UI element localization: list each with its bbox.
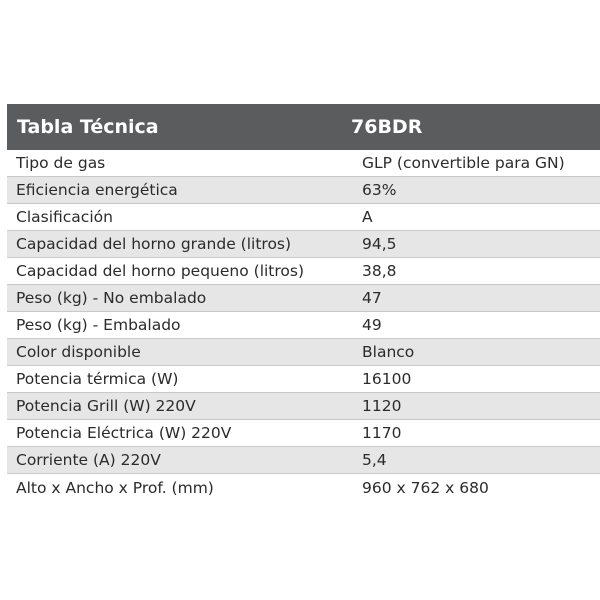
row-label: Color disponible <box>16 343 141 361</box>
table-row <box>7 366 600 393</box>
row-value: 16100 <box>362 370 412 388</box>
spec-table-body <box>7 150 600 501</box>
header-title: Tabla Técnica <box>17 116 159 138</box>
row-label: Potencia Grill (W) 220V <box>16 397 196 415</box>
row-label: Peso (kg) - No embalado <box>16 289 207 307</box>
row-label: Alto x Ancho x Prof. (mm) <box>16 478 214 497</box>
row-label: Corriente (A) 220V <box>16 451 161 469</box>
row-value: 1120 <box>362 397 402 415</box>
table-row <box>7 204 600 231</box>
header-model: 76BDR <box>351 116 423 138</box>
row-value: A <box>362 208 373 226</box>
spec-table <box>7 104 600 501</box>
row-label: Eficiencia energética <box>16 181 178 199</box>
row-value: Blanco <box>362 343 415 361</box>
table-row <box>7 150 600 177</box>
row-value: GLP (convertible para GN) <box>362 154 565 172</box>
row-label: Tipo de gas <box>16 154 106 172</box>
row-label: Clasificación <box>16 208 113 226</box>
table-row <box>7 177 600 204</box>
row-value: 49 <box>362 316 382 334</box>
row-value: 960 x 762 x 680 <box>362 478 489 497</box>
row-value: 94,5 <box>362 235 397 253</box>
spec-table-header <box>7 104 600 150</box>
table-row <box>7 447 600 474</box>
row-value: 1170 <box>362 424 402 442</box>
table-row <box>7 420 600 447</box>
row-label: Capacidad del horno grande (litros) <box>16 235 292 253</box>
row-label: Potencia térmica (W) <box>16 370 179 388</box>
row-label: Capacidad del horno pequeno (litros) <box>16 262 305 280</box>
row-value: 63% <box>362 181 397 199</box>
table-row <box>7 474 600 501</box>
table-row <box>7 393 600 420</box>
row-value: 38,8 <box>362 262 397 280</box>
table-row <box>7 285 600 312</box>
table-row <box>7 339 600 366</box>
table-row <box>7 258 600 285</box>
table-row <box>7 231 600 258</box>
row-value: 47 <box>362 289 382 307</box>
table-row <box>7 312 600 339</box>
row-label: Peso (kg) - Embalado <box>16 316 181 334</box>
row-label: Potencia Eléctrica (W) 220V <box>16 424 232 442</box>
row-value: 5,4 <box>362 451 387 469</box>
